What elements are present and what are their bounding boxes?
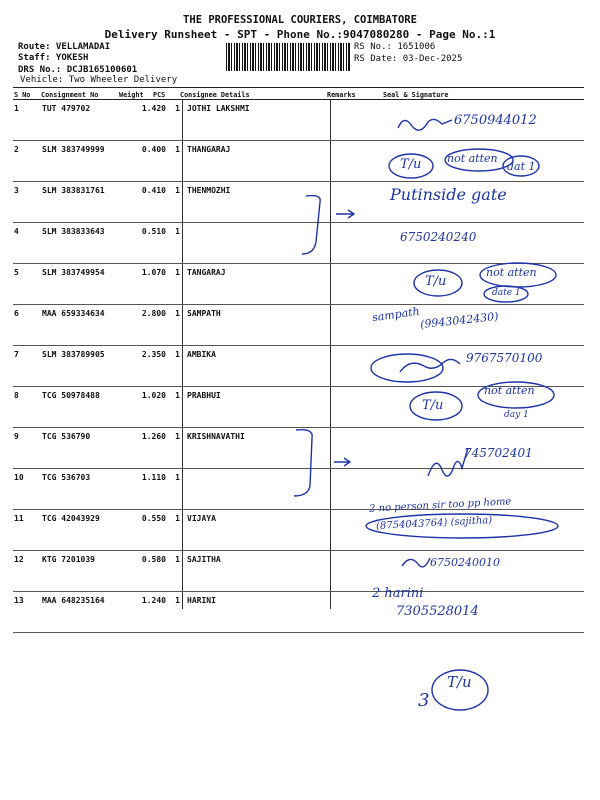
hw-row2-not-attended: not atten xyxy=(447,152,498,165)
cell-weight: 2.350 xyxy=(141,350,166,359)
cell-pcs: 1 xyxy=(175,227,180,236)
rs-number: RS No.: 1651006 xyxy=(354,42,436,52)
drs-number: DRS No.: DCJB165100601 xyxy=(18,65,138,75)
cell-consignee: SAMPATH xyxy=(187,309,221,318)
col-pcs: PCS xyxy=(153,91,166,99)
cell-pcs: 1 xyxy=(175,145,180,154)
cell-pcs: 1 xyxy=(175,555,180,564)
circle-row2-tu xyxy=(389,154,433,178)
staff-label: Staff: YOKESH xyxy=(18,53,89,63)
cell-weight: 1.260 xyxy=(141,432,166,441)
route-label: Route: VELLAMADAI xyxy=(18,42,111,52)
cell-consignee: THENMOZHI xyxy=(187,186,231,195)
cell-weight: 1.240 xyxy=(141,596,166,605)
cell-weight: 0.550 xyxy=(141,514,166,523)
hw-row8-date: day 1 xyxy=(504,410,529,420)
company-title: THE PROFESSIONAL COURIERS, COIMBATORE xyxy=(183,14,417,26)
cell-consignment-no: SLM 383789905 xyxy=(42,350,105,359)
hw-row1-phone: 6750944012 xyxy=(454,113,537,128)
cell-sno: 1 xyxy=(14,104,19,113)
hw-row2-date: dat 1 xyxy=(507,160,536,173)
cell-sno: 4 xyxy=(14,227,19,236)
cell-weight: 2.800 xyxy=(141,309,166,318)
cell-pcs: 1 xyxy=(175,391,180,400)
cell-consignee: AMBIKA xyxy=(187,350,216,359)
bracket-rows-9-10 xyxy=(294,430,312,496)
cell-consignment-no: TCG 50978488 xyxy=(42,391,100,400)
col-sno: S No xyxy=(14,91,31,99)
cell-pcs: 1 xyxy=(175,350,180,359)
hw-row13-name: 2 harini xyxy=(372,586,424,601)
vehicle-label: Vehicle: Two Wheeler Delivery xyxy=(20,75,178,85)
cell-sno: 13 xyxy=(14,596,24,605)
hw-row10-phone: 745702401 xyxy=(464,446,533,460)
cell-weight: 0.510 xyxy=(141,227,166,236)
hw-row2-tu: T/u xyxy=(400,157,422,172)
arrow-rows-3-4 xyxy=(336,210,354,218)
cell-sno: 2 xyxy=(14,145,19,154)
hw-row3-note: Putinside gate xyxy=(390,185,507,204)
cell-consignment-no: TCG 536790 xyxy=(42,432,91,441)
rs-date: RS Date: 03-Dec-2025 xyxy=(354,54,463,64)
cell-sno: 10 xyxy=(14,473,24,482)
hw-row8-not-attended: not atten xyxy=(484,384,535,397)
cell-consignment-no: SLM 383749999 xyxy=(42,145,105,154)
col-weight: Weight xyxy=(119,91,144,99)
cell-consignment-no: MAA 659334634 xyxy=(42,309,105,318)
cell-consignee: VIJAYA xyxy=(187,514,216,523)
cell-consignment-no: TCG 42043929 xyxy=(42,514,100,523)
cell-weight: 1.070 xyxy=(141,268,166,277)
cell-consignee: JOTHI LAKSHMI xyxy=(187,104,250,113)
hw-row6-phone: (9943042430) xyxy=(419,309,500,332)
hw-row11-phone: (8754043764) (sajitha) xyxy=(375,514,493,533)
runsheet-subtitle: Delivery Runsheet - SPT - Phone No.:9047080280 - Page No.:1 xyxy=(104,28,496,41)
cell-sno: 3 xyxy=(14,186,19,195)
cell-consignee: SAJITHA xyxy=(187,555,221,564)
cell-weight: 1.110 xyxy=(141,473,166,482)
circle-footer-tu xyxy=(432,670,488,710)
cell-weight: 1.020 xyxy=(141,391,166,400)
cell-sno: 11 xyxy=(14,514,24,523)
cell-pcs: 1 xyxy=(175,186,180,195)
cell-consignment-no: SLM 383749954 xyxy=(42,268,105,277)
hw-row5-tu: T/u xyxy=(425,274,447,289)
cell-consignment-no: SLM 383833643 xyxy=(42,227,105,236)
circle-row8-not-attended xyxy=(478,382,554,408)
cell-consignment-no: TUT 479702 xyxy=(42,104,91,113)
cell-consignment-no: MAA 648235164 xyxy=(42,596,105,605)
cell-consignee: HARINI xyxy=(187,596,216,605)
cell-pcs: 1 xyxy=(175,432,180,441)
cell-consignment-no: KTG 7201039 xyxy=(42,555,95,564)
cell-consignee: KRISHNAVATHI xyxy=(187,432,245,441)
cell-pcs: 1 xyxy=(175,268,180,277)
col-remarks: Remarks xyxy=(327,91,356,99)
circle-row5-date xyxy=(484,286,528,302)
hw-row11-note: 2 no person sir too pp home xyxy=(368,496,512,515)
arrow-rows-9-10 xyxy=(334,458,350,466)
hw-row12-phone: 6750240010 xyxy=(430,556,500,569)
hw-footer-count: 3 xyxy=(418,690,430,711)
cell-consignee: THANGARAJ xyxy=(187,145,231,154)
signature-row10 xyxy=(428,448,468,476)
hw-footer-tu: T/u xyxy=(447,673,472,691)
circle-row8-tu xyxy=(410,392,462,420)
cell-sno: 12 xyxy=(14,555,24,564)
circle-row5-not-attended xyxy=(480,263,556,287)
hw-row5-date: date 1 xyxy=(492,288,521,298)
cell-weight: 0.580 xyxy=(141,555,166,564)
cell-sno: 5 xyxy=(14,268,19,277)
cell-sno: 9 xyxy=(14,432,19,441)
cell-consignment-no: TCG 536703 xyxy=(42,473,91,482)
cell-pcs: 1 xyxy=(175,514,180,523)
cell-consignee: TANGARAJ xyxy=(187,268,226,277)
cell-consignee: PRABHUI xyxy=(187,391,221,400)
cell-pcs: 1 xyxy=(175,309,180,318)
cell-sno: 8 xyxy=(14,391,19,400)
hw-row5-not-attended: not atten xyxy=(486,266,537,279)
signature-row12 xyxy=(402,558,430,567)
signature-row7 xyxy=(400,359,460,372)
col-consignee: Consignee Details xyxy=(180,91,250,99)
circle-row5-tu xyxy=(414,270,462,296)
col-consignment: Consignment No xyxy=(41,91,99,99)
cell-pcs: 1 xyxy=(175,596,180,605)
signature-row1 xyxy=(398,119,452,130)
cell-pcs: 1 xyxy=(175,473,180,482)
hw-row4-phone: 6750240240 xyxy=(400,230,477,244)
hw-row8-tu: T/u xyxy=(422,398,444,413)
cell-sno: 6 xyxy=(14,309,19,318)
bracket-row11-phone xyxy=(366,514,558,538)
cell-pcs: 1 xyxy=(175,104,180,113)
hw-row13-phone: 7305528014 xyxy=(396,604,479,619)
cell-sno: 7 xyxy=(14,350,19,359)
cell-weight: 1.420 xyxy=(141,104,166,113)
hw-row7-phone: 9767570100 xyxy=(466,351,543,365)
col-seal: Seal & Signature xyxy=(383,91,449,99)
cell-consignment-no: SLM 383831761 xyxy=(42,186,105,195)
hw-row6-name: sampath xyxy=(371,304,421,325)
cell-weight: 0.400 xyxy=(141,145,166,154)
bracket-rows-3-4 xyxy=(302,196,320,254)
cell-weight: 0.410 xyxy=(141,186,166,195)
